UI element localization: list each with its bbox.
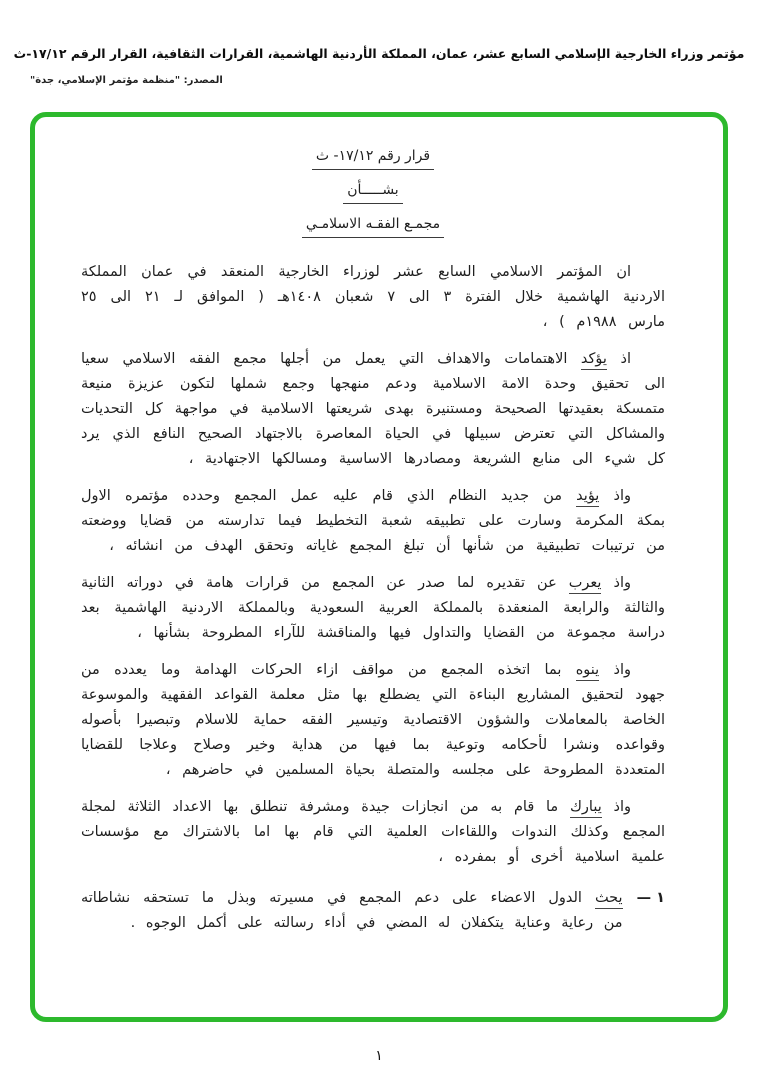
paragraph-lead: اذ [606, 351, 631, 367]
paragraph-blesses [81, 795, 665, 870]
keyword-underlined: يؤيد [576, 488, 599, 507]
keyword-underlined: يعرب [569, 575, 602, 594]
keyword-underlined: يؤكد [581, 351, 607, 370]
resolution-number: قرار رقم ١٧/١٢- ث [312, 146, 434, 170]
item-number: ١ — [636, 890, 665, 906]
paragraph-expresses [81, 571, 665, 646]
subject-title: مجمـع الفقـه الاسلامـي [302, 214, 444, 238]
paragraph-text: ان المؤتمر الاسلامي السابع عشر لوزراء الخارجية المنعقد في عمان المملكة الاردنية الهاشمية خلال الفترة ٣ الى ٧ شعبان ١٤٠٨هـ ( الموافق لـ ٢١ الى ٢٥ مارس ١٩٨٨م ) ، [81, 264, 665, 330]
keyword-underlined: ينوه [576, 662, 600, 681]
document-body [35, 117, 723, 1017]
paragraph-notes [81, 658, 665, 783]
source-attribution: المصدر: "منظمة مؤتمر الإسلامي، جدة" [30, 75, 223, 86]
preamble-paragraph [81, 260, 665, 335]
paragraph-lead: واذ [601, 575, 632, 591]
paragraph-reaffirms [81, 484, 665, 559]
numbered-item-1 [81, 886, 665, 936]
item-rest: الدول الاعضاء على دعم المجمع في مسيرته وبذل ما تستحقه نشاطاته من رعاية وعناية يتكفلان له المضي في أداء رسالته على أكمل الوجوه . [81, 890, 623, 931]
page-number: ١ [375, 1048, 383, 1064]
paragraph-text: بما اتخذه المجمع من مواقف ازاء الحركات الهدامة وما يعدده من جهود لتحقيق المشاريع البناءة التي يضطلع بها مثل معلمة القواعد الفقهية والموسوعة الخاصة بالمعاملات والشؤون الاقتصادية وتيسير الفقه حماية للاسلام وتبصيرا بأصوله وقواعده ونشرا لأحكامه وتوعية بما فيها من هداية وخير وصلاح وعلاجا للقضايا المتعددة المطروحة على مجلسه والمتصلة بحياة المسلمين في حاضرهم ، [81, 662, 665, 778]
paragraph-lead: واذ [599, 662, 631, 678]
subject-title-line [81, 213, 665, 238]
paragraph-text: ما قام به من انجازات جيدة ومشرفة تنطلق بها الاعداد الثلاثة لمجلة المجمع وكذلك الندوات واللقاءات العلمية التي قام بها اما بالاشتراك مع مؤسسات علمية اسلامية أخرى أو بمفرده ، [81, 799, 665, 865]
paragraph-text: من جديد النظام الذي قام عليه عمل المجمع وحدده مؤتمره الاول بمكة المكرمة وسارت على تطبيقه شعبة التخطيط فيما تدارسته من قضايا ووضعته من ترتيبات تطبيقية من شأنها أن تبلغ المجمع غاياته وتحقق الهدف من انشائه ، [81, 488, 665, 554]
paragraph-text: الاهتمامات والاهداف التي يعمل من أجلها مجمع الفقه الاسلامي سعيا الى تحقيق وحدة الامة الاسلامية ودعم منهجها وجمع شملها لتكون عزيزة منيعة متمسكة بعقيدتها الصحيحة ومستنيرة بهدى شريعتها الاسلامية في مواجهة كل التحديات والمشاكل التي تعترض سبيلها في الحياة المعاصرة بالاجتهاد الصحيح النافع الذي يرد كل شيء الى منابع الشريعة ومصادرها الاساسية ومسالكها الاجتهادية ، [81, 351, 665, 467]
document-frame [30, 112, 728, 1022]
keyword-underlined: يبارك [570, 799, 602, 818]
keyword-underlined: يحث [595, 890, 623, 909]
paragraph-affirms [81, 347, 665, 472]
item-text [81, 886, 623, 936]
subject-word-line [81, 179, 665, 204]
paragraph-text: عن تقديره لما صدر عن المجمع من قرارات هامة في دوراته الثانية والثالثة والرابعة المنعقدة بالمملكة العربية السعودية وبالمملكة الاردنية الهاشمية بعد دراسة مجموعة من القضايا والتداول فيها والمناقشة للآراء المطروحة بشأنها ، [81, 575, 665, 641]
subject-word: بشـــــأن [343, 180, 402, 204]
document-header-title: مؤتمر وزراء الخارجية الإسلامي السابع عشر، عمان، المملكة الأردنية الهاشمية، القرارات الثقافية، القرار الرقم ١٧/١٢-ث [13, 46, 745, 61]
resolution-heading [81, 145, 665, 238]
paragraph-lead: واذ [599, 488, 631, 504]
resolution-number-line [81, 145, 665, 170]
paragraph-lead: واذ [601, 799, 631, 815]
